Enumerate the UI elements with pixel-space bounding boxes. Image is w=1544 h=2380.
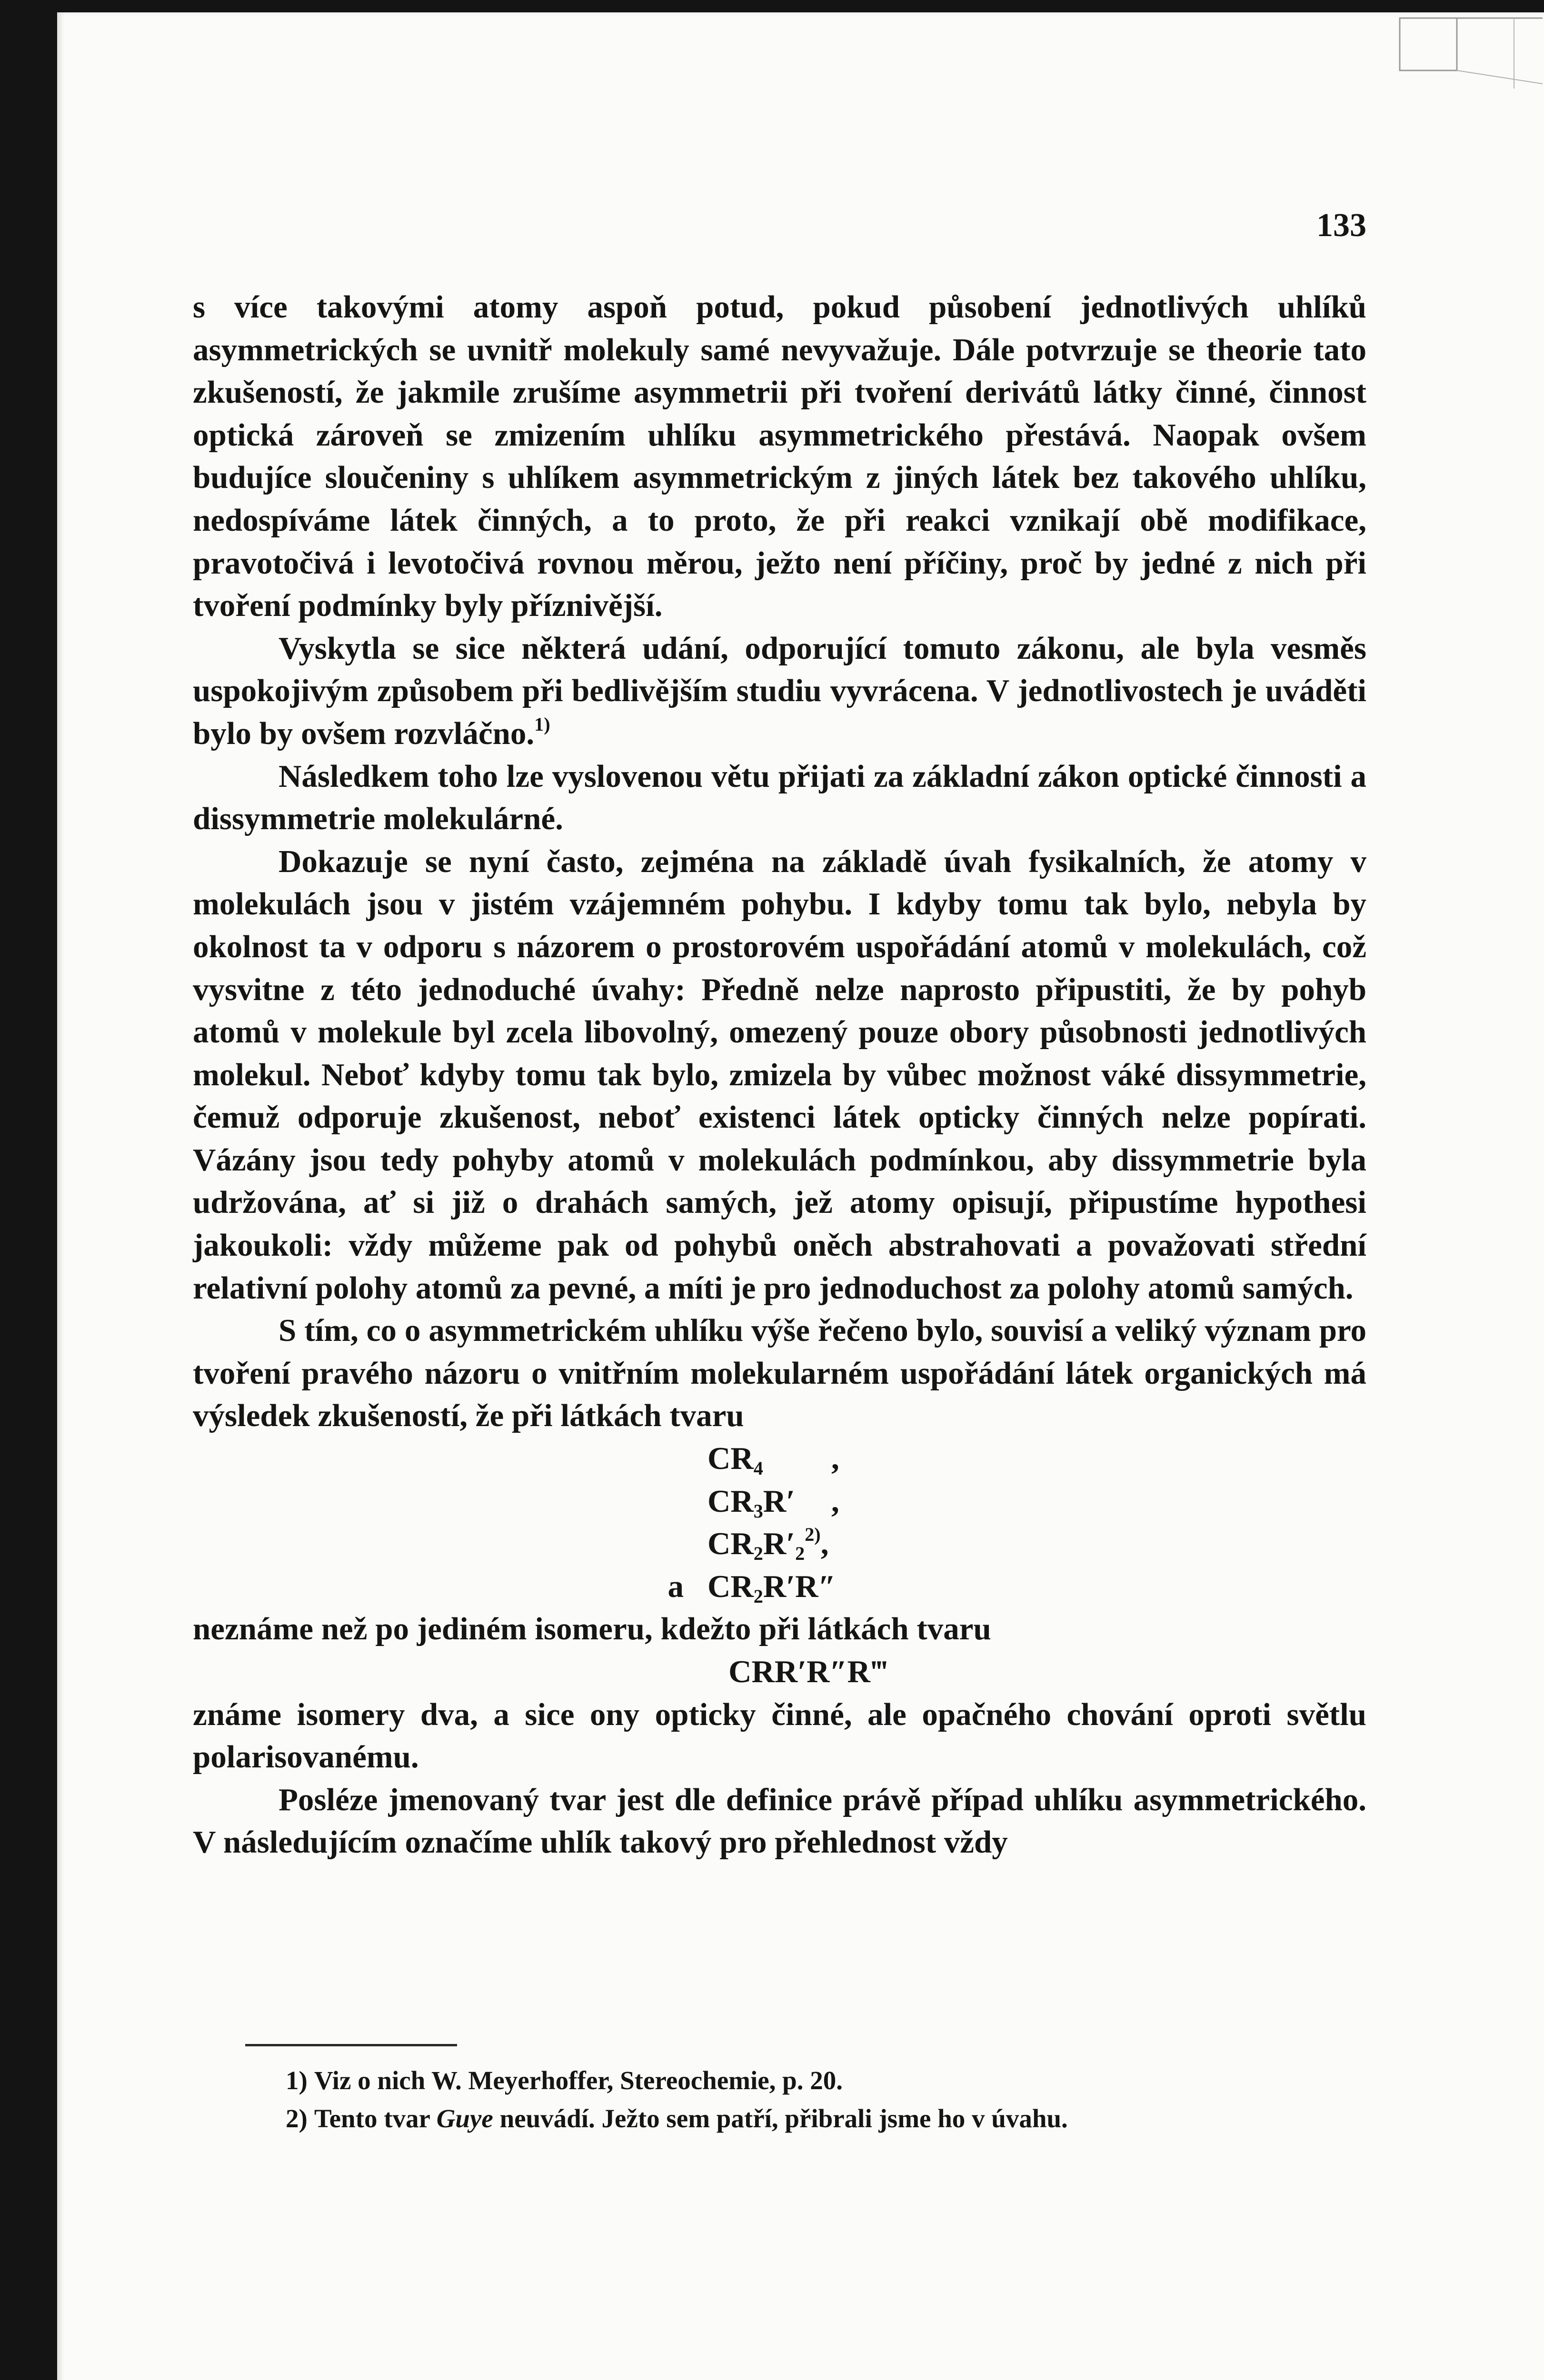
footnote-ref-1: 1) (534, 713, 550, 735)
formula-crrrr: CRR′R″R‴ (728, 1654, 888, 1689)
footnote-2-text-before: Tento tvar (314, 2104, 437, 2133)
footnote-1-text: Viz o nich W. Meyerhoffer, Stereochemie, p. 20. (314, 2066, 843, 2095)
formula-comma: , (831, 1441, 839, 1477)
footnote-2 (286, 2100, 1366, 2138)
formula-cr3r: $CR_3R'$ (707, 1483, 796, 1522)
book-page (57, 12, 1544, 2380)
footnote-divider (245, 2044, 457, 2046)
corner-stamp-mark (1343, 12, 1544, 98)
footnote-2-mark: 2) (286, 2104, 308, 2133)
formula-cr4: $CR_4$ (707, 1441, 763, 1479)
paragraph-1: s více takovými atomy aspoň potud, pokud působení jednotlivých uhlíků asymmetrických se uvnitř molekuly samé nevyvažuje. Dále potvrzuje se theorie tato zkušeností, že jakmile zrušíme asymmetrii při tvoření derivátů látky činné, činnost optická zároveň se zmizením uhlíku asymmetrického přestává. Naopak ovšem budujíce sloučeniny s uhlíkem asymmetrickým z jiných látek bez takového uhlíku, nedospíváme látek činných, a to proto, že při reakci vznikají obě modifikace, pravotočivá i levotočivá rovnou měrou, ježto není příčiny, proč by jedné z nich při tvoření podmínky byly příznivější. (193, 289, 1366, 624)
formula-cr2rr: $CR_2R'R''$ (707, 1568, 836, 1607)
formula-comma: , (831, 1483, 839, 1519)
formula-row-4 (193, 1566, 1366, 1608)
formula-row-2 (193, 1480, 1366, 1523)
formula-prefix-a: a (667, 1568, 684, 1604)
body-text (193, 286, 1366, 1864)
paragraph-2 (193, 627, 1366, 755)
paragraph-5: S tím, co o asymmetrickém uhlíku výše řečeno bylo, souvisí a veliký význam pro tvoření pravého názoru o vnitřním molekularném uspořádání látek organických má výsledek zkušeností, že při látkách tvaru (193, 1313, 1366, 1434)
footnote-ref-2: 2) (805, 1524, 821, 1546)
formula-row-3 (193, 1523, 1366, 1566)
paragraph-3: Následkem toho lze vyslovenou větu přijati za základní zákon optické činnosti a dissymmetrie molekulárné. (193, 758, 1366, 837)
paragraph-6: neznáme než po jediném isomeru, kdežto při látkách tvaru (193, 1611, 991, 1647)
formula-row-1 (193, 1438, 1366, 1480)
page-number: 133 (1316, 207, 1366, 244)
paragraph-2-text: Vyskytla se sice některá udání, odporující tomuto zákonu, ale byla vesměs uspokojivým způsobem při bedlivějším studiu vyvrácena. V jednotlivostech je uváděti bylo by ovšem rozvláčno. (193, 630, 1366, 751)
footnotes (286, 2062, 1366, 2138)
paragraph-7: známe isomery dva, a sice ony opticky činné, ale opačného chování oproti světlu polarisovanému. (193, 1696, 1366, 1775)
footnote-2-author: Guye (436, 2104, 493, 2133)
formula-cr2r2-text: $CR_2R'_2$ (707, 1526, 805, 1565)
paragraph-8: Posléze jmenovaný tvar jest dle definice právě případ uhlíku asymmetrického. V následujícím označíme uhlík takový pro přehlednost vždy (193, 1782, 1366, 1860)
footnote-1 (286, 2062, 1366, 2100)
formula-comma: , (820, 1526, 829, 1562)
formula-cr2r2 (707, 1523, 831, 1566)
footnote-2-text-after: neuvádí. Ježto sem patří, přibrali jsme ho v úvahu. (493, 2104, 1068, 2133)
footnote-1-mark: 1) (286, 2066, 308, 2095)
paragraph-4: Dokazuje se nyní často, zejména na základě úvah fysikalních, že atomy v molekulách jsou v jistém vzájemném pohybu. I kdyby tomu tak bylo, nebyla by okolnost ta v odporu s názorem o prostorovém uspořádání atomů v molekulách, což vysvitne z této jednoduché úvahy: Předně nelze naprosto připustiti, že by pohyb atomů v molekule byl zcela libovolný, omezený pouze obory působnosti jednotlivých molekul. Neboť kdyby tomu tak bylo, zmizela by vůbec možnost váké dissymmetrie, čemuž odporuje zkušenost, neboť existenci látek opticky činných nelze popírati. Vázány jsou tedy pohyby atomů v molekulách podmínkou, aby dissymmetrie byla udržována, ať si již o drahách samých, jež atomy opisují, připustíme hypothesi jakoukoli: vždy můžeme pak od pohybů oněch abstrahovati a považovati střední relativní polohy atomů za pevné, a míti je pro jednoduchost za polohy atomů samých. (193, 843, 1366, 1306)
formula-list (193, 1438, 1366, 1608)
